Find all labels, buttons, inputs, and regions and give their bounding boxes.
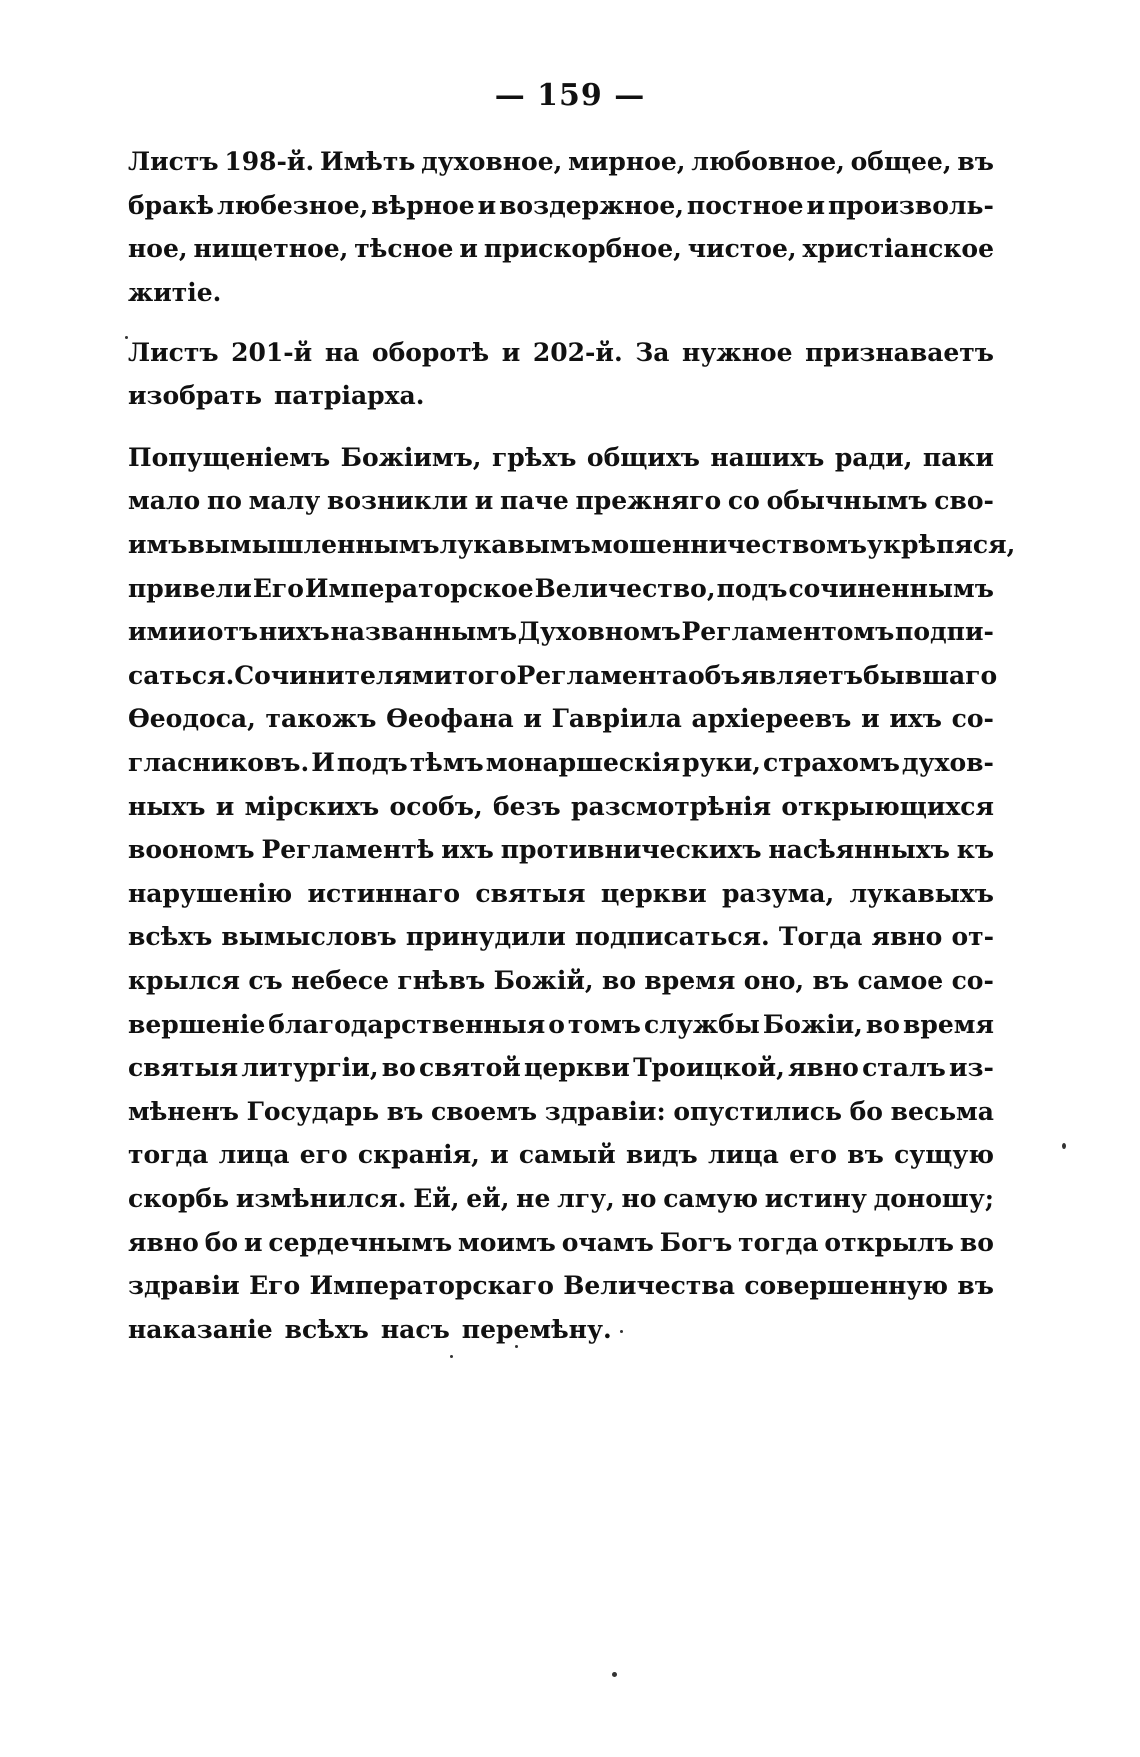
text-line: Листъ 198-й. Имѣть духовное, мирное, любовное, общее, въ — [128, 147, 994, 177]
paragraph — [128, 330, 994, 417]
text-line: Ѳеодоса, такожъ Ѳеофана и Гавріила архіереевъ и ихъ со- — [128, 704, 994, 734]
print-speck — [515, 1345, 518, 1348]
text-line: имъ вымышленнымъ лукавымъ мошенничествомъ укрѣпяся, — [128, 530, 1016, 560]
text-line: воономъ Регламентѣ ихъ противническихъ насѣянныхъ къ — [128, 835, 994, 865]
text-line: нарушенію истиннаго святыя церкви разума, лукавыхъ — [128, 878, 994, 908]
text-line: изобрать патріарха. — [128, 381, 425, 411]
text-line: тогда лица его скранія, и самый видъ лица его въ сущую — [128, 1140, 994, 1170]
text-line: всѣхъ вымысловъ принудили подписаться. Тогда явно от- — [128, 922, 994, 952]
page-number: — 159 — — [494, 78, 646, 113]
print-speck — [1062, 1143, 1066, 1149]
text-line: наказаніе всѣхъ насъ перемѣну. — [128, 1314, 612, 1344]
paragraph — [128, 140, 994, 314]
body-text — [128, 140, 1016, 1371]
text-line: привели Его Императорское Величество, подъ сочиненнымъ — [128, 573, 994, 603]
text-line: крылся съ небесе гнѣвъ Божій, во время оно, въ самое со- — [128, 965, 994, 995]
text-line: явно бо и сердечнымъ моимъ очамъ Богъ тогда открылъ во — [128, 1227, 994, 1257]
text-line: скорбь измѣнился. Ей, ей, не лгу, но самую истину доношу; — [128, 1183, 994, 1213]
print-speck — [612, 1672, 617, 1677]
text-line: святыя литургіи, во святой церкви Троицкой, явно сталъ из- — [128, 1053, 994, 1083]
text-line: бракѣ любезное, вѣрное и воздержное, постное и произволь- — [128, 190, 994, 220]
text-line: мало по малу возникли и паче прежняго со обычнымъ сво- — [128, 486, 994, 516]
text-line: вершеніе благодарственныя о томъ службы Божіи, во время — [128, 1009, 994, 1039]
print-speck — [620, 1330, 623, 1333]
text-line: житіе. — [128, 278, 222, 308]
paragraph — [128, 436, 1016, 1351]
print-speck — [125, 336, 128, 339]
print-speck — [450, 1355, 453, 1358]
text-line: мѣненъ Государь въ своемъ здравіи: опустились бо весьма — [128, 1096, 994, 1126]
text-line: Листъ 201-й на оборотѣ и 202-й. За нужное признаваетъ — [128, 337, 994, 367]
text-line: ное, нищетное, тѣсное и прискорбное, чистое, христіанское — [128, 234, 994, 264]
text-line: саться. Сочинителями того Регламента объявляетъ бывшаго — [128, 660, 998, 690]
text-line: Попущеніемъ Божіимъ, грѣхъ общихъ нашихъ ради, паки — [128, 442, 994, 472]
text-line: ныхъ и мірскихъ особъ, безъ разсмотрѣнія открыющихся — [128, 791, 994, 821]
text-line: ими и отъ нихъ названнымъ Духовномъ Регламентомъ подпи- — [128, 617, 994, 647]
text-line: гласниковъ. И подъ тѣмъ монаршескія руки, страхомъ духов- — [128, 748, 994, 778]
text-line: здравіи Его Императорскаго Величества совершенную въ — [128, 1271, 994, 1301]
